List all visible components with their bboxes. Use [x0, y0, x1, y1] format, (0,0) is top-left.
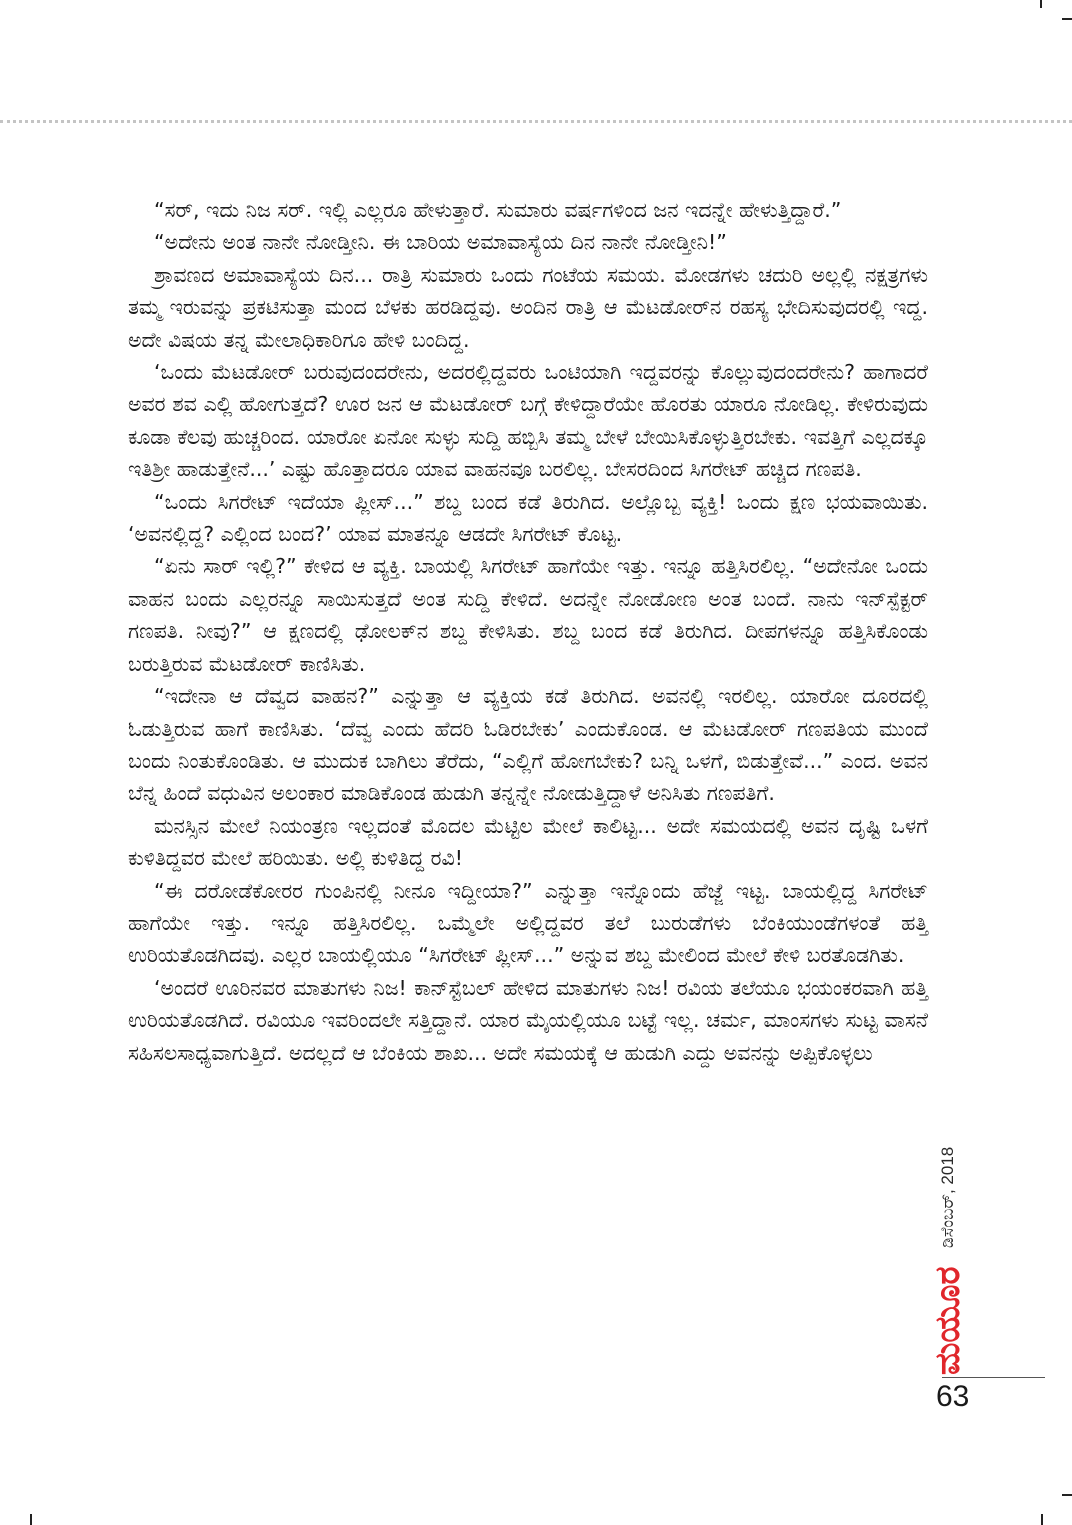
header-dotted-rule: [0, 120, 1072, 123]
paragraph: “ಒಂದು ಸಿಗರೇಟ್ ಇದೆಯಾ ಪ್ಲೀಸ್...” ಶಬ್ದ ಬಂದ ಕಡೆ ತಿರುಗಿದ. ಅಲ್ಲೊಬ್ಬ ವ್ಯಕ್ತಿ! ಒಂದು ಕ್ಷಣ ಭಯವಾಯಿತು. ‘ಅವನಲ್ಲಿದ್ದ? ಎಲ್ಲಿಂದ ಬಂದ?’ ಯಾವ ಮಾತನ್ನೂ ಆಡದೇ ಸಿಗರೇಟ್ ಕೊಟ್ಟ.: [128, 489, 928, 547]
paragraph: ‘ಒಂದು ಮೆಟಡೋರ್ ಬರುವುದಂದರೇನು, ಅದರಲ್ಲಿದ್ದವರು ಒಂಟಿಯಾಗಿ ಇದ್ದವರನ್ನು ಕೊಲ್ಲುವುದಂದರೇನು? ಹಾಗಾದರೆ ಅವರ ಶವ ಎಲ್ಲಿ ಹೋಗುತ್ತದೆ? ಊರ ಜನ ಆ ಮೆಟಡೋರ್ ಬಗ್ಗೆ ಕೇಳಿದ್ದಾರೆಯೇ ಹೊರತು ಯಾರೂ ನೋಡಿಲ್ಲ. ಕೇಳಿರುವುದು ಕೂಡಾ ಕೆಲವು ಹುಚ್ಚರಿಂದ. ಯಾರೋ ಏನೋ ಸುಳ್ಳು ಸುದ್ದಿ ಹಬ್ಬಿಸಿ ತಮ್ಮ ಬೇಳೆ ಬೇಯಿಸಿಕೊಳ್ಳುತ್ತಿರಬೇಕು. ಇವತ್ತಿಗೆ ಎಲ್ಲದಕ್ಕೂ ಇತಿಶ್ರೀ ಹಾಡುತ್ತೇನೆ...’ ಎಷ್ಟು ಹೊತ್ತಾದರೂ ಯಾವ ವಾಹನವೂ ಬರಲಿಲ್ಲ. ಬೇಸರದಿಂದ ಸಿಗರೇಟ್ ಹಚ್ಚಿದ ಗಣಪತಿ.: [128, 360, 928, 482]
paragraph: “ಸರ್, ಇದು ನಿಜ ಸರ್. ಇಲ್ಲಿ ಎಲ್ಲರೂ ಹೇಳುತ್ತಾರೆ. ಸುಮಾರು ವರ್ಷಗಳಿಂದ ಜನ ಇದನ್ನೇ ಹೇಳುತ್ತಿದ್ದಾರೆ.”: [154, 198, 842, 222]
paragraph: “ಏನು ಸಾರ್ ಇಲ್ಲಿ?” ಕೇಳಿದ ಆ ವ್ಯಕ್ತಿ. ಬಾಯಲ್ಲಿ ಸಿಗರೇಟ್ ಹಾಗೆಯೇ ಇತ್ತು. ಇನ್ನೂ ಹತ್ತಿಸಿರಲಿಲ್ಲ. “ಅದೇನೋ ಒಂದು ವಾಹನ ಬಂದು ಎಲ್ಲರನ್ನೂ ಸಾಯಿಸುತ್ತದೆ ಅಂತ ಸುದ್ದಿ ಕೇಳಿದೆ. ಅದನ್ನೇ ನೋಡೋಣ ಅಂತ ಬಂದೆ. ನಾನು ಇನ್‌ಸ್ಪೆಕ್ಟರ್ ಗಣಪತಿ. ನೀವು?” ಆ ಕ್ಷಣದಲ್ಲಿ ಢೋಲಕ್‌ನ ಶಬ್ದ ಕೇಳಿಸಿತು. ಶಬ್ದ ಬಂದ ಕಡೆ ತಿರುಗಿದ. ದೀಪಗಳನ್ನೂ ಹತ್ತಿಸಿಕೊಂಡು ಬರುತ್ತಿರುವ ಮೆಟಡೋರ್ ಕಾಣಿಸಿತು.: [128, 554, 928, 676]
crop-mark-right-top: [1062, 18, 1072, 20]
crop-mark-bottom-right: [1041, 1514, 1043, 1525]
magazine-side-label: [928, 1070, 968, 1375]
paragraph: “ಇದೇನಾ ಆ ದೆವ್ವದ ವಾಹನ?” ಎನ್ನುತ್ತಾ ಆ ವ್ಯಕ್ತಿಯ ಕಡೆ ತಿರುಗಿದ. ಅವನಲ್ಲಿ ಇರಲಿಲ್ಲ. ಯಾರೋ ದೂರದಲ್ಲಿ ಓಡುತ್ತಿರುವ ಹಾಗೆ ಕಾಣಿಸಿತು. ‘ದೆವ್ವ ಎಂದು ಹೆದರಿ ಓಡಿರಬೇಕು’ ಎಂದುಕೊಂಡ. ಆ ಮೆಟಡೋರ್ ಗಣಪತಿಯ ಮುಂದೆ ಬಂದು ನಿಂತುಕೊಂಡಿತು. ಆ ಮುದುಕ ಬಾಗಿಲು ತೆರೆದು, “ಎಲ್ಲಿಗೆ ಹೋಗಬೇಕು? ಬನ್ನಿ ಒಳಗೆ, ಬಿಡುತ್ತೇವೆ...” ಎಂದ. ಅವನ ಬೆನ್ನ ಹಿಂದೆ ವಧುವಿನ ಅಲಂಕಾರ ಮಾಡಿಕೊಂಡ ಹುಡುಗಿ ತನ್ನನ್ನೇ ನೋಡುತ್ತಿದ್ದಾಳೆ ಅನಿಸಿತು ಗಣಪತಿಗೆ.: [128, 684, 928, 806]
magazine-logo: ಮಯೂರ: [928, 1266, 968, 1375]
paragraph: ‘ಅಂದರೆ ಊರಿನವರ ಮಾತುಗಳು ನಿಜ! ಕಾನ್‌ಸ್ಟೆಬಲ್ ಹೇಳಿದ ಮಾತುಗಳು ನಿಜ! ರವಿಯ ತಲೆಯೂ ಭಯಂಕರವಾಗಿ ಹತ್ತಿ ಉರಿಯತೊಡಗಿದೆ. ರವಿಯೂ ಇವರಿಂದಲೇ ಸತ್ತಿದ್ದಾನೆ. ಯಾರ ಮೈಯಲ್ಲಿಯೂ ಬಟ್ಟೆ ಇಲ್ಲ. ಚರ್ಮ, ಮಾಂಸಗಳು ಸುಟ್ಟ ವಾಸನೆ ಸಹಿಸಲಸಾಧ್ಯವಾಗುತ್ತಿದೆ. ಅದಲ್ಲದೆ ಆ ಬೆಂಕಿಯ ಶಾಖ... ಅದೇ ಸಮಯಕ್ಕೆ ಆ ಹುಡುಗಿ ಎದ್ದು ಅವನನ್ನು ಅಪ್ಪಿಕೊಳ್ಳಲು: [128, 975, 928, 1065]
issue-date: ಡಿಸೆಂಬರ್, 2018: [938, 1146, 957, 1248]
crop-mark-bottom-left: [30, 1514, 32, 1525]
crop-mark-right-bottom: [1062, 1494, 1072, 1496]
paragraph: ಮನಸ್ಸಿನ ಮೇಲೆ ನಿಯಂತ್ರಣ ಇಲ್ಲದಂತೆ ಮೊದಲ ಮೆಟ್ಟಿಲ ಮೇಲೆ ಕಾಲಿಟ್ಟ... ಅದೇ ಸಮಯದಲ್ಲಿ ಅವನ ದೃಷ್ಟಿ ಒಳಗೆ ಕುಳಿತಿದ್ದವರ ಮೇಲೆ ಹರಿಯಿತು. ಅಲ್ಲಿ ಕುಳಿತಿದ್ದ ರವಿ!: [128, 813, 928, 871]
page-number-rule: [942, 1377, 1045, 1378]
article-body: [128, 194, 928, 1069]
crop-mark-top-right: [1040, 0, 1042, 8]
paragraph: “ಈ ದರೋಡೆಕೋರರ ಗುಂಪಿನಲ್ಲಿ ನೀನೂ ಇದ್ದೀಯಾ?” ಎನ್ನುತ್ತಾ ಇನ್ನೊಂದು ಹೆಜ್ಜೆ ಇಟ್ಟ. ಬಾಯಲ್ಲಿದ್ದ ಸಿಗರೇಟ್ ಹಾಗೆಯೇ ಇತ್ತು. ಇನ್ನೂ ಹತ್ತಿಸಿರಲಿಲ್ಲ. ಒಮ್ಮೆಲೇ ಅಲ್ಲಿದ್ದವರ ತಲೆ ಬುರುಡೆಗಳು ಬೆಂಕಿಯುಂಡೆಗಳಂತೆ ಹತ್ತಿ ಉರಿಯತೊಡಗಿದವು. ಎಲ್ಲರ ಬಾಯಲ್ಲಿಯೂ “ಸಿಗರೇಟ್ ಪ್ಲೀಸ್...” ಅನ್ನುವ ಶಬ್ದ ಮೇಲಿಂದ ಮೇಲೆ ಕೇಳಿ ಬರತೊಡಗಿತು.: [128, 878, 928, 968]
paragraph: “ಅದೇನು ಅಂತ ನಾನೇ ನೋಡ್ತೀನಿ. ಈ ಬಾರಿಯ ಅಮಾವಾಸ್ಯೆಯ ದಿನ ನಾನೇ ನೋಡ್ತೀನಿ!”: [154, 230, 727, 255]
page-number: 63: [936, 1380, 970, 1413]
paragraph: ಶ್ರಾವಣದ ಅಮಾವಾಸ್ಯೆಯ ದಿನ... ರಾತ್ರಿ ಸುಮಾರು ಒಂದು ಗಂಟೆಯ ಸಮಯ. ಮೋಡಗಳು ಚದುರಿ ಅಲ್ಲಲ್ಲಿ ನಕ್ಷತ್ರಗಳು ತಮ್ಮ ಇರುವನ್ನು ಪ್ರಕಟಿಸುತ್ತಾ ಮಂದ ಬೆಳಕು ಹರಡಿದ್ದವು. ಅಂದಿನ ರಾತ್ರಿ ಆ ಮೆಟಡೋರ್‌ನ ರಹಸ್ಯ ಭೇದಿಸುವುದರಲ್ಲಿ ಇದ್ದ. ಅದೇ ವಿಷಯ ತನ್ನ ಮೇಲಾಧಿಕಾರಿಗೂ ಹೇಳಿ ಬಂದಿದ್ದ.: [128, 262, 928, 352]
